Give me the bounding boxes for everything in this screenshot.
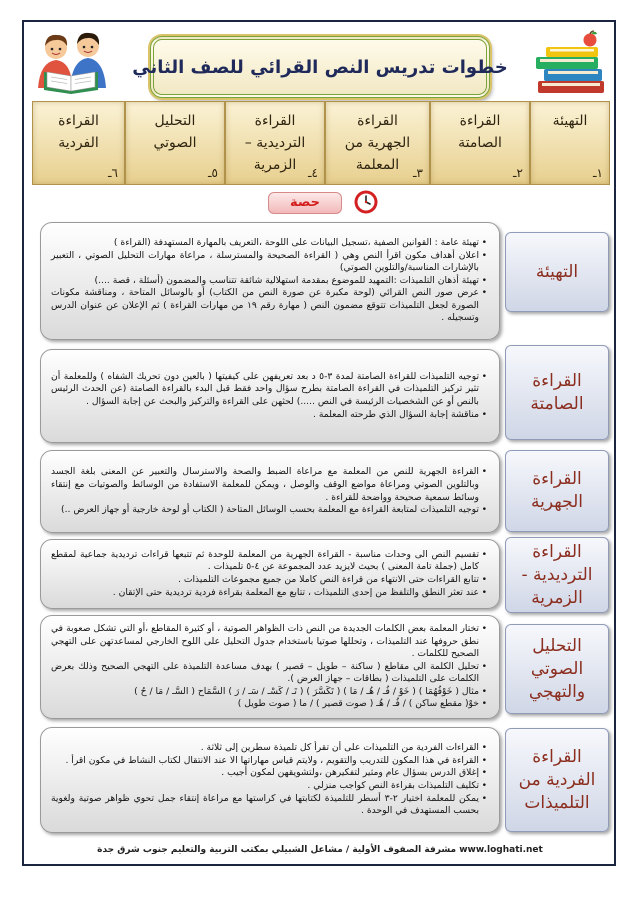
section-label-line: الصامتة <box>530 393 584 414</box>
step-number: ٤ـ <box>308 166 318 180</box>
footer-url: www.loghati.net <box>459 845 543 855</box>
section-label-line: القراءة <box>532 469 582 489</box>
step-label-line: المعلمة <box>355 157 400 173</box>
step-number: ١ـ <box>593 166 603 180</box>
section-content-repetitive-reading <box>40 539 500 609</box>
list-item: • تتابع القراءات حتى الانتهاء من قراءة النص كاملا من جميع مجموعات التلميذات . <box>51 574 487 587</box>
list-item: • إغلاق الدرس بسؤال عام ومثير لتفكيرهن ،ولتشويقهن لمكون أجيب . <box>51 767 487 780</box>
step-number: ٦ـ <box>108 166 118 180</box>
step-label-line: التهيئة <box>552 113 588 129</box>
step-teacher-loud-reading <box>325 101 430 185</box>
step-label-line: الترديدية – <box>244 135 306 151</box>
list-item: • تقسيم النص الى وحدات مناسبة - القراءة الجهرية من المعلمة للوحدة ثم تتبعها قراءات ترديدية جماعية لمقطع كامل (جملة تامة المعنى ) بحيث لايزيد عدد المجموعة عن ٤-٥ تلميذات . <box>51 549 487 574</box>
list-item: • توجيه التلميذات لمتابعة القراءة مع المعلمة بحسب الوسائل المتاحة ( الكتاب أو لوحة خارجية أو جهاز العرض ..) <box>51 504 487 517</box>
list-item: • عند تعثر النطق والتلفظ من إحدى التلميذات ، تتابع مع المعلمة بقراءة فردية ترديدية حتى الإتقان . <box>51 587 487 600</box>
section-label-line: التحليل <box>532 635 582 656</box>
books-stack-illustration <box>534 30 610 96</box>
section-label-line: الفردية من <box>518 769 596 790</box>
step-label-line: الصامتة <box>458 135 502 151</box>
list-item: • تهيئة أذهان التلميذات :التمهيد للموضوع بمقدمة استهلالية شائقة تتناسب والمضمون (أسئلة ، قصة ....) <box>51 275 487 288</box>
section-label-repetitive-reading <box>505 537 609 613</box>
list-item: • مثال ( خَوْفُهُمَا ) ( خَوْ / فُـ / هُـ / مَا ) ( تَكَسَّرَ ) ( تَـ / كَسْـ / سَـ / رَ ) السَّمَاح ( السَّـ / مَا / حُ ) <box>51 686 487 699</box>
section-content-individual-reading <box>40 727 500 833</box>
section-content-loud-reading <box>40 450 500 533</box>
step-number: ٢ـ <box>513 166 523 180</box>
list-item: • تهيئة عامة : القوانين الصفية ،تسجيل البيانات على اللوحة ،التعريف بالمهارة المستهدفة (القراءة ) <box>51 237 487 250</box>
section-label-line: الجهرية <box>531 492 583 512</box>
list-item: • خوْ( مقطع ساكن ) / فُـ / هُـ ( صوت قصير ) / ما ( صوت طويل ) <box>51 698 487 711</box>
list-item: • تختار المعلمة بعض الكلمات الجديدة من النص ذات الظواهر الصوتية ، أو كثيرة المقاطع ،أو التي تشكل صعوبة في نطق حروفها عند التلميذات ، وتحللها صوتيا باستخدام جدول التحليل على اللوح الخارجي لمساعدتهن على التهجي الصحيح للكلمات . <box>51 623 487 661</box>
section-content-phonetic-analysis <box>40 615 500 719</box>
section-label-line: الزمرية <box>531 587 583 608</box>
list-item: • يمكن للمعلمة اختيار ٢-٣ أسطر للتلميذة لكتابتها في كراستها مع مراعاة إنتقاء جمل تحوي ظواهر صوتية ولغوية بحسب المستهدف في الوحدة . <box>51 793 487 818</box>
section-label-line: التلميذات <box>524 792 590 813</box>
period-badge: حصة <box>268 192 342 214</box>
step-label-line: القراءة <box>58 113 99 129</box>
section-label-line: القراءة <box>532 370 582 391</box>
footer-credit: مشرفة الصفوف الأولية / مشاعل الشبيلي بمكتب التربية والتعليم جنوب شرق جدة <box>97 845 457 855</box>
page-title: خطوات تدريس النص القرائي للصف الثاني <box>150 36 490 98</box>
section-label-loud-reading <box>505 450 609 532</box>
step-number: ٥ـ <box>208 166 218 180</box>
step-label-line: الفردية <box>58 135 99 151</box>
list-item: • تحليل الكلمة الى مقاطع ( ساكنة – طويل – قصير ) بهدف مساعدة التلميذة على التهجي الصحيح وذلك بعرض الكلمات على التلميذات ( بطاقات – جهاز العرض ). <box>51 661 487 686</box>
children-reading-illustration <box>30 26 112 96</box>
list-item: • تكليف التلميذات بقراءة النص كواجب منزلي . <box>51 780 487 793</box>
section-label-line: القراءة <box>532 746 582 767</box>
list-item: • القراءة في هذا المكون للتدريب والتقويم ، ولايتم قياس مهاراتها الا عند الانتقال لكتاب النشاط في مكون اقرأ . <box>51 755 487 768</box>
list-item: • توجيه التلميذات للقراءة الصامتة لمدة ٣-٥ د بعد تعريفهن على كيفيتها ( بالعين دون تحريك الشفاه ) وللمعلمة أن تثير تركيز التلميذات في القراءة الصامتة بطرح سؤال واحد فقط قبل البدء بالقراءة الصامتة (عن الحدث الرئيس بالنص أو عن الشخصيات الرئيسة في النص .....) لحثهن على القراءة والتركيز والبحث عن إجابة السؤال . <box>51 371 487 409</box>
list-item: • القراءة الجهرية للنص من المعلمة مع مراعاة الضبط والصحة والاسترسال والتعبير عن المعنى بلغة الجسد وبالتلوين الصوتي ومراعاة مواضع الوقف والوصل ، ويمكن للمعلمة الاستفادة من الوسائط والصوتيات مع إنتقاء وسائط سمعية صحيحة وواضحة للقراءة . <box>51 466 487 504</box>
list-item: • القراءات الفردية من التلميذات على أن تقرأ كل تلميذة سطرين إلى ثلاثة . <box>51 742 487 755</box>
step-label-line: القراءة <box>357 113 398 129</box>
list-item: • عرض صور النص القرائي (لوحة مكبرة عن صورة النص من الكتاب) أو بالوسائل المتاحة ، ومناقشة مكونات الصورة لجعل التلميذات تتوقع مضمون النص ( مهارة رقم ١٩ من مهارات القراءة ) ثم الإعلان عن عنوان الدرس وتسجيله . <box>51 287 487 325</box>
step-preparation <box>530 101 610 185</box>
list-item: • مناقشة إجابة السؤال الذي طرحته المعلمة . <box>51 409 487 422</box>
step-label-line: الجهرية من <box>344 135 411 151</box>
step-phonetic-analysis <box>125 101 225 185</box>
section-label-line: الصوتي <box>530 658 584 679</box>
clock-icon <box>354 190 378 214</box>
section-content-preparation <box>40 222 500 340</box>
section-label-preparation <box>505 232 609 312</box>
step-silent-reading <box>430 101 530 185</box>
section-label-line: والتهجي <box>528 681 586 702</box>
section-label-phonetic-analysis <box>505 624 609 714</box>
section-label-line: التهيئة <box>535 261 579 282</box>
step-number: ٣ـ <box>413 166 423 180</box>
section-label-line: الترديدية - <box>521 564 593 585</box>
step-label-line: الصوتي <box>153 135 197 151</box>
step-label-line: الزمرية <box>253 157 297 173</box>
step-label-line: التحليل <box>154 113 196 129</box>
step-repetitive-group-reading <box>225 101 325 185</box>
section-content-silent-reading <box>40 349 500 443</box>
section-label-silent-reading <box>505 345 609 440</box>
step-label-line: القراءة <box>459 113 501 129</box>
step-individual-reading <box>32 101 125 185</box>
section-label-line: القراءة <box>532 541 582 562</box>
footer <box>40 845 600 855</box>
list-item: • اعلان أهداف مكون اقرأ النص وهي ( القراءة الصحيحة والمسترسلة ، مراعاة مهارات التحليل الصوتي ، التعبير بالإشارات المناسبة/والتلوين الصوتي) <box>51 250 487 275</box>
step-label-line: القراءة <box>254 113 296 129</box>
section-label-individual-reading <box>505 728 609 832</box>
